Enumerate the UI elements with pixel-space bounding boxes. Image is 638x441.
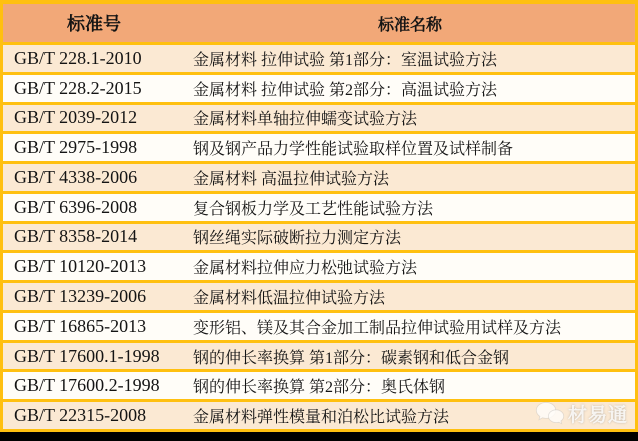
cell-standard-number: GB/T 228.2-2015 (14, 77, 142, 98)
bottom-bar (0, 432, 638, 441)
standards-table (3, 4, 635, 429)
cell-standard-name: 金属材料低温拉伸试验方法 (193, 290, 386, 307)
cell-standard-number: GB/T 2975-1998 (14, 137, 138, 158)
header-cell-name: 标准名称 (377, 16, 442, 34)
cell-standard-number: GB/T 13239-2006 (14, 286, 147, 306)
watermark-label: 材易通 (567, 405, 628, 426)
table-row (3, 399, 635, 429)
cell-standard-name: 金属材料 拉伸试验 第1部分：室温试验方法 (193, 51, 498, 69)
table-row (3, 340, 635, 370)
cell-standard-name: 钢丝绳实际破断拉力测定方法 (193, 230, 402, 248)
table-row (3, 102, 635, 132)
cell-standard-number: GB/T 17600.2-1998 (14, 375, 160, 396)
cell-standard-name: 金属材料弹性模量和泊松比试验方法 (193, 409, 450, 427)
cell-standard-number: GB/T 17600.1-1998 (14, 345, 160, 366)
cell-standard-name: 钢的伸长率换算 第2部分：奥氏体钢 (193, 379, 446, 397)
table-row (3, 131, 635, 161)
table-row (3, 161, 635, 191)
table-row (3, 310, 635, 340)
table-header (3, 4, 635, 42)
cell-standard-name: 金属材料单轴拉伸蠕变试验方法 (193, 111, 418, 129)
table-row (3, 280, 635, 310)
cell-standard-name: 变形铝、镁及其合金加工制品拉伸试验用试样及方法 (193, 319, 562, 337)
table-row (3, 72, 635, 102)
cell-standard-number: GB/T 16865-2013 (14, 315, 147, 336)
cell-standard-number: GB/T 8358-2014 (14, 226, 138, 247)
table-row (3, 42, 635, 72)
cell-standard-name: 金属材料 高温拉伸试验方法 (193, 170, 390, 188)
header-cell-number: 标准号 (67, 14, 121, 34)
table-row (3, 221, 635, 251)
cell-standard-name: 金属材料拉伸应力松弛试验方法 (193, 260, 418, 278)
table-row (3, 250, 635, 280)
cell-standard-name: 复合钢板力学及工艺性能试验方法 (193, 200, 434, 218)
cell-standard-name: 钢及钢产品力学性能试验取样位置及试样制备 (193, 141, 514, 159)
cell-standard-name: 金属材料 拉伸试验 第2部分：高温试验方法 (193, 81, 498, 99)
table-row (3, 369, 635, 399)
table-row (3, 191, 635, 221)
cell-standard-number: GB/T 10120-2013 (14, 256, 147, 277)
cell-standard-number: GB/T 4338-2006 (14, 166, 138, 187)
cell-standard-name: 钢的伸长率换算 第1部分：碳素钢和低合金钢 (193, 349, 510, 367)
cell-standard-number: GB/T 2039-2012 (14, 107, 138, 128)
cell-standard-number: GB/T 22315-2008 (14, 405, 147, 426)
cell-standard-number: GB/T 6396-2008 (14, 196, 138, 217)
cell-standard-number: GB/T 228.1-2010 (14, 47, 142, 68)
